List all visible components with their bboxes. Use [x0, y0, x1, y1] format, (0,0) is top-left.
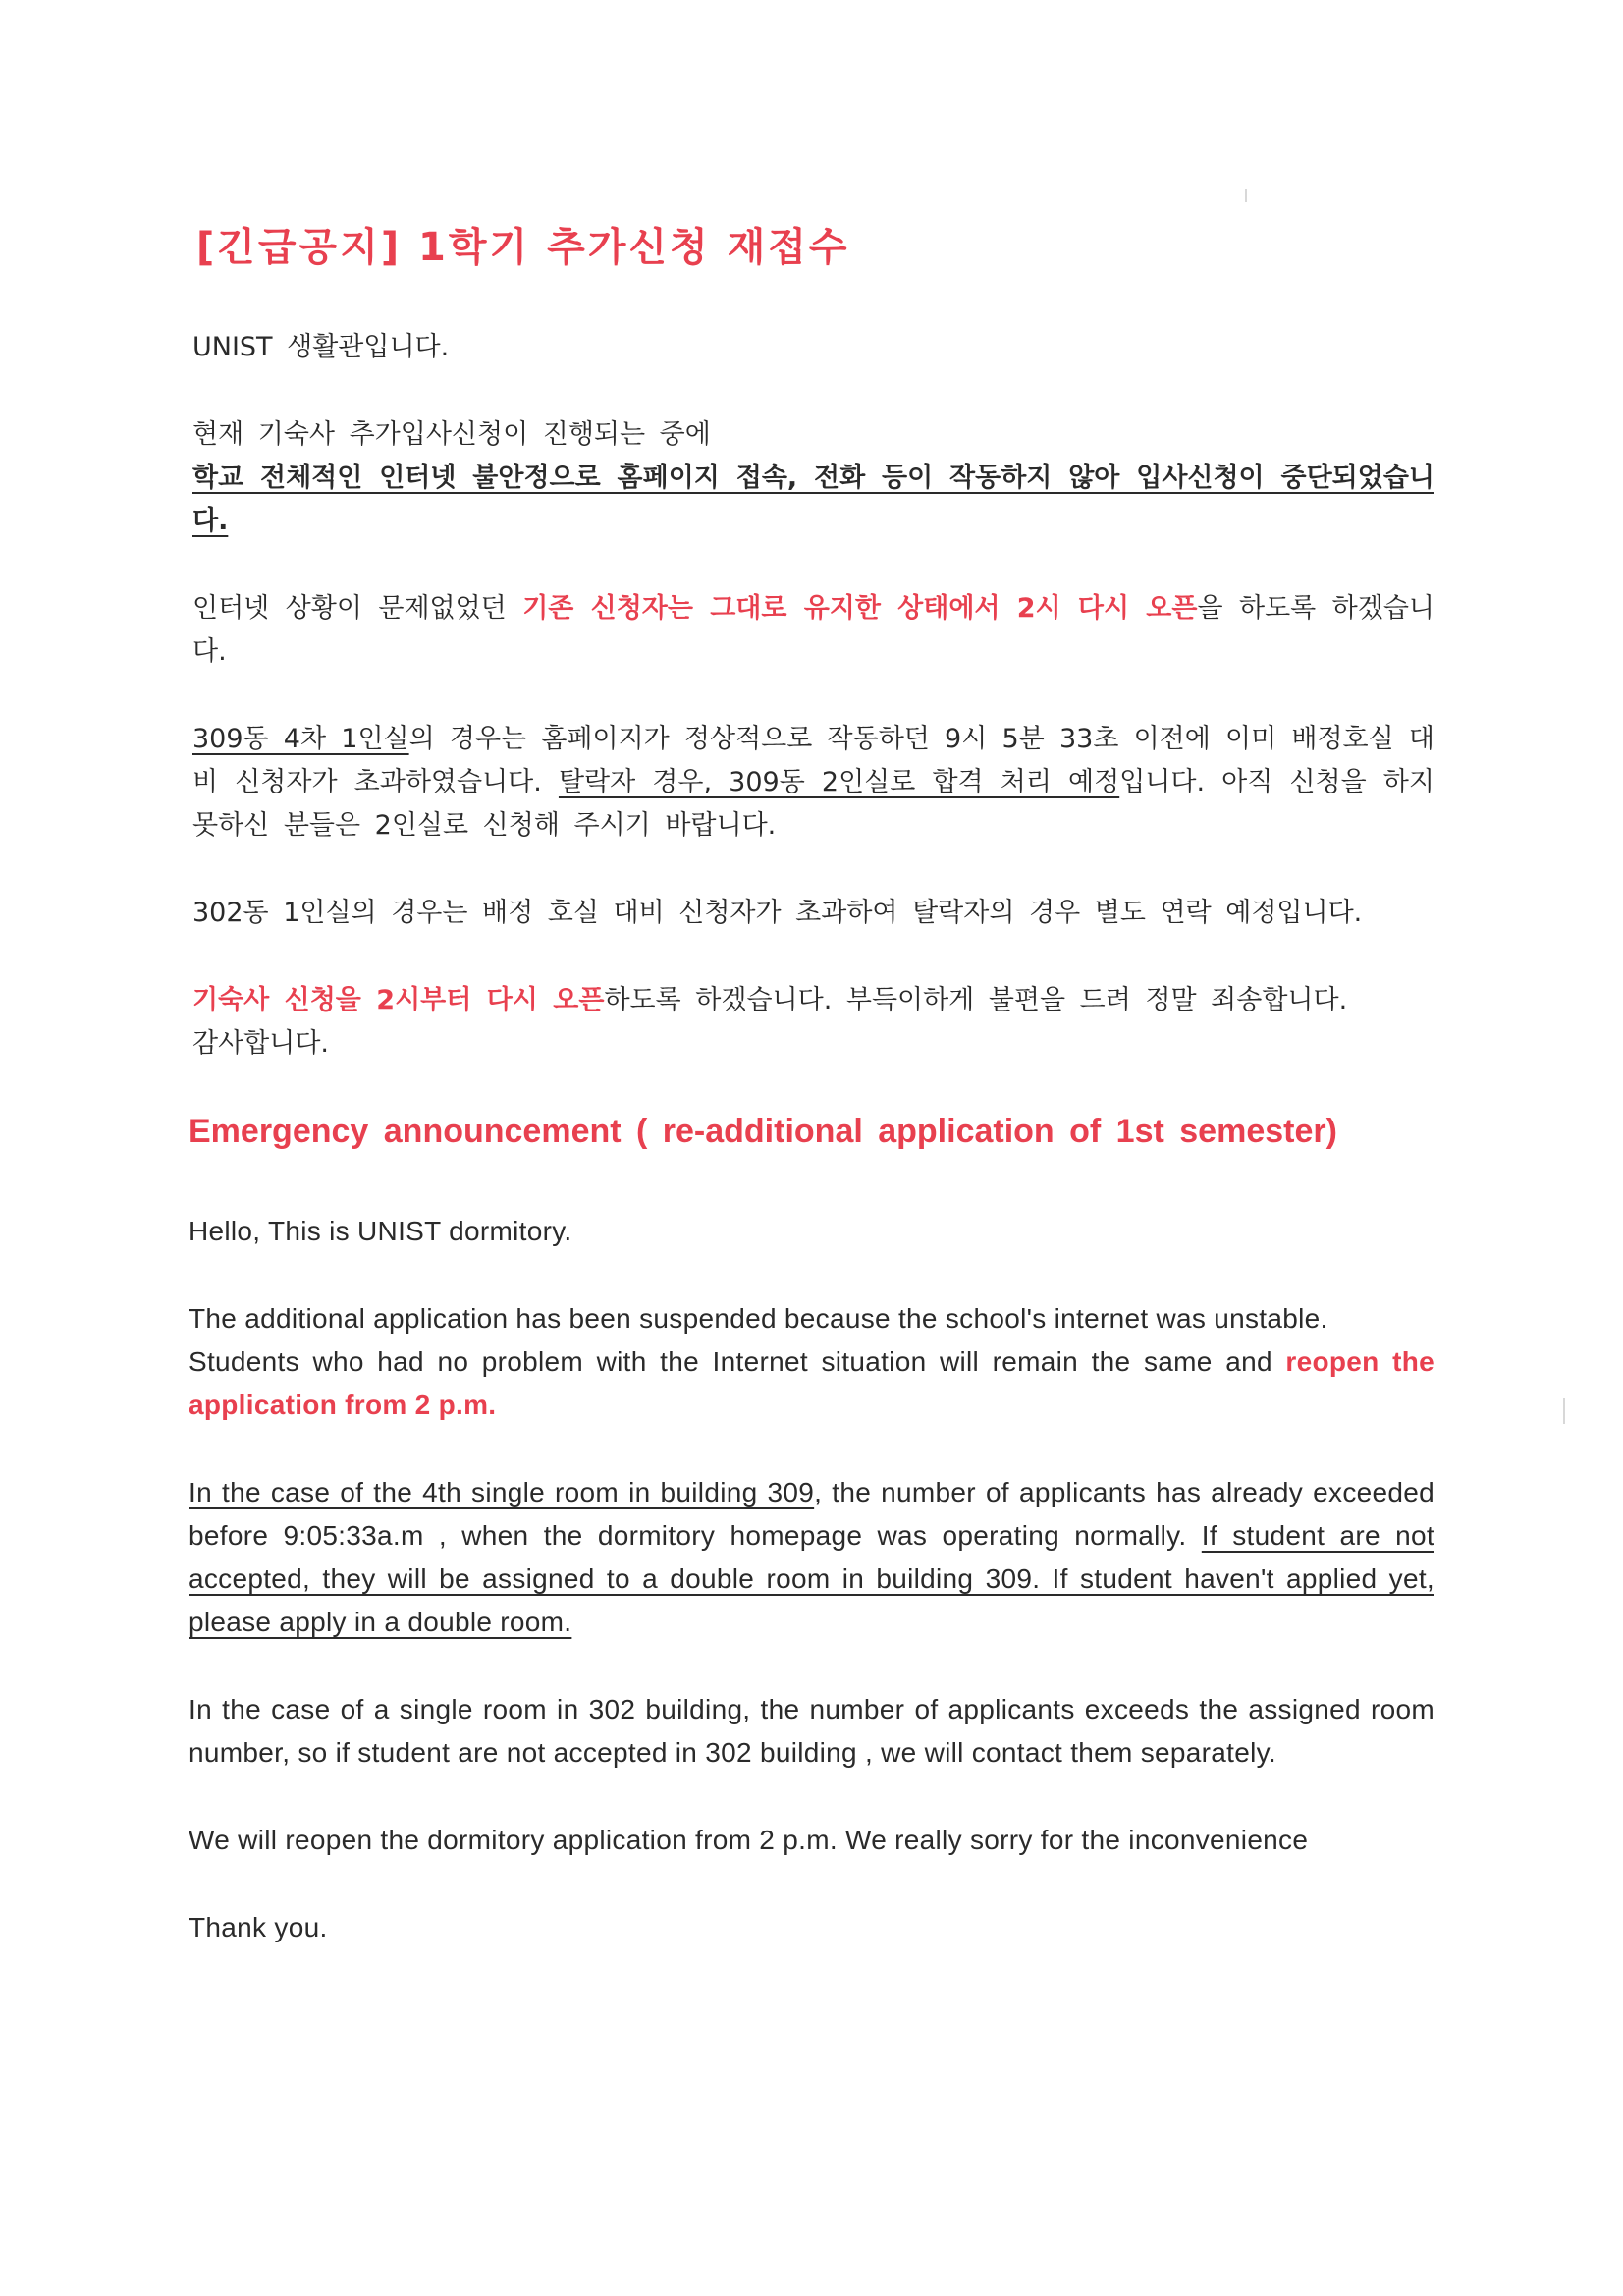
english-p2-underline-2: If student are not accepted, they will be assigned to a double room in building 309. If student haven't applied yet, please apply in a double room.	[189, 1520, 1434, 1637]
english-paragraph-2	[189, 1471, 1434, 1644]
korean-paragraph-1	[192, 413, 1434, 543]
english-section	[189, 1110, 1434, 1949]
english-title: Emergency announcement ( re-additional application of 1st semester)	[189, 1113, 1337, 1150]
korean-section	[192, 224, 1434, 1066]
korean-paragraph-2	[192, 587, 1434, 674]
korean-p5-highlight: 기숙사 신청을 2시부터 다시 오픈	[192, 985, 605, 1015]
english-greeting: Hello, This is UNIST dormitory.	[189, 1216, 572, 1246]
english-paragraph-3: In the case of a single room in 302 building, the number of applicants exceeds the assigned room number, so if student are not accepted in 302 building , we will contact them separately.	[189, 1694, 1434, 1768]
english-p2-underline-1: In the case of the 4th single room in building 309	[189, 1477, 815, 1507]
english-p1-highlight: reopen the application from 2 p.m.	[189, 1346, 1435, 1420]
korean-paragraph-5	[192, 979, 1434, 1066]
korean-p3-text: 의 경우는 홈페이지가 정상적으로 작동하던 9시 5분 33초 이전에 이미 배정호실 대비 신청자가 초과하였습니다.	[192, 724, 1434, 797]
korean-p2-highlight: 기존 신청자는 그대로 유지한 상태에서 2시 다시 오픈	[522, 593, 1198, 624]
korean-greeting: UNIST 생활관입니다.	[192, 332, 450, 362]
scan-mark	[1563, 1398, 1565, 1424]
english-paragraph-1	[189, 1297, 1434, 1427]
korean-p3-text-end: 입니다. 아직 신청을 하지 못하신 분들은 2인실로 신청해 주시기 바랍니다.	[192, 767, 1434, 841]
scan-mark	[1245, 189, 1247, 202]
korean-p3-underline-2: 탈락자 경우, 309동 2인실로 합격 처리 예정	[558, 767, 1120, 797]
english-p1-line: The additional application has been suspended because the school's internet was unstable.	[189, 1303, 1328, 1334]
korean-p2-text-end: 을 하도록 하겠습니다.	[192, 593, 1434, 667]
korean-paragraph-3	[192, 718, 1434, 847]
notice-content	[189, 224, 1435, 1994]
english-paragraph-4: We will reopen the dormitory application from 2 p.m. We really sorry for the inconvenience	[189, 1825, 1309, 1855]
english-p2-text: , the number of applicants has already exceeded before 9:05:33a.m , when the dormitory homepage was operating normally.	[189, 1477, 1434, 1551]
korean-title: [긴급공지] 1학기 추가신청 재접수	[196, 225, 850, 270]
korean-p1-emphasis: 학교 전체적인 인터넷 불안정으로 홈페이지 접속, 전화 등이 작동하지 않아 입사신청이 중단되었습니다.	[192, 463, 1434, 536]
english-thanks: Thank you.	[189, 1912, 328, 1942]
english-p1-text: Students who had no problem with the Internet situation will remain the same and	[189, 1346, 1286, 1377]
korean-paragraph-4: 302동 1인실의 경우는 배정 호실 대비 신청자가 초과하여 탈락자의 경우 별도 연락 예정입니다.	[192, 898, 1363, 928]
korean-p2-text: 인터넷 상황이 문제없었던	[192, 593, 523, 624]
korean-p1-line: 현재 기숙사 추가입사신청이 진행되는 중에	[192, 419, 711, 450]
korean-thanks: 감사합니다.	[192, 1028, 329, 1059]
korean-p3-underline-1: 309동 4차 1인실	[192, 724, 409, 754]
korean-p5-text: 하도록 하겠습니다. 부득이하게 불편을 드려 정말 죄송합니다.	[604, 985, 1348, 1015]
